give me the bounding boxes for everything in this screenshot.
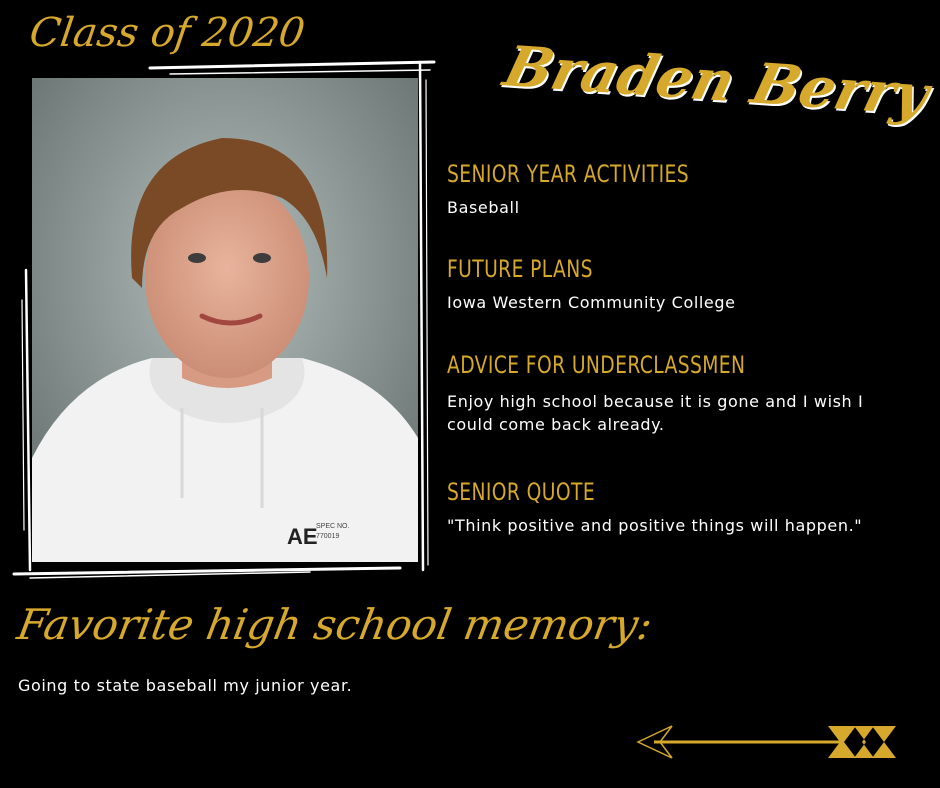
body-advice-for-underclassmen: Enjoy high school because it is gone and I wish I could come back already. xyxy=(447,392,864,434)
body-senior-quote: "Think positive and positive things will happen." xyxy=(447,516,863,535)
class-of-label: Class of 2020 xyxy=(26,10,308,56)
heading-senior-quote: SENIOR QUOTE xyxy=(447,478,596,506)
shirt-tag-line2: 770019 xyxy=(316,533,340,540)
student-name: Braden Berry xyxy=(497,33,936,129)
body-future-plans: Iowa Western Community College xyxy=(447,293,736,312)
heading-future-plans: FUTURE PLANS xyxy=(447,255,593,283)
heading-advice-for-underclassmen: ADVICE FOR UNDERCLASSMEN xyxy=(447,351,746,379)
shirt-tag-line1: SPEC NO. xyxy=(316,523,350,530)
heading-senior-year-activities: SENIOR YEAR ACTIVITIES xyxy=(447,160,690,188)
shirt-logo: AE xyxy=(287,524,318,549)
memory-body: Going to state baseball my junior year. xyxy=(18,676,353,695)
photo-frame xyxy=(10,60,440,580)
memory-heading: Favorite high school memory: xyxy=(13,600,657,649)
arrow-left-icon xyxy=(634,720,898,764)
body-senior-year-activities: Baseball xyxy=(447,198,520,217)
